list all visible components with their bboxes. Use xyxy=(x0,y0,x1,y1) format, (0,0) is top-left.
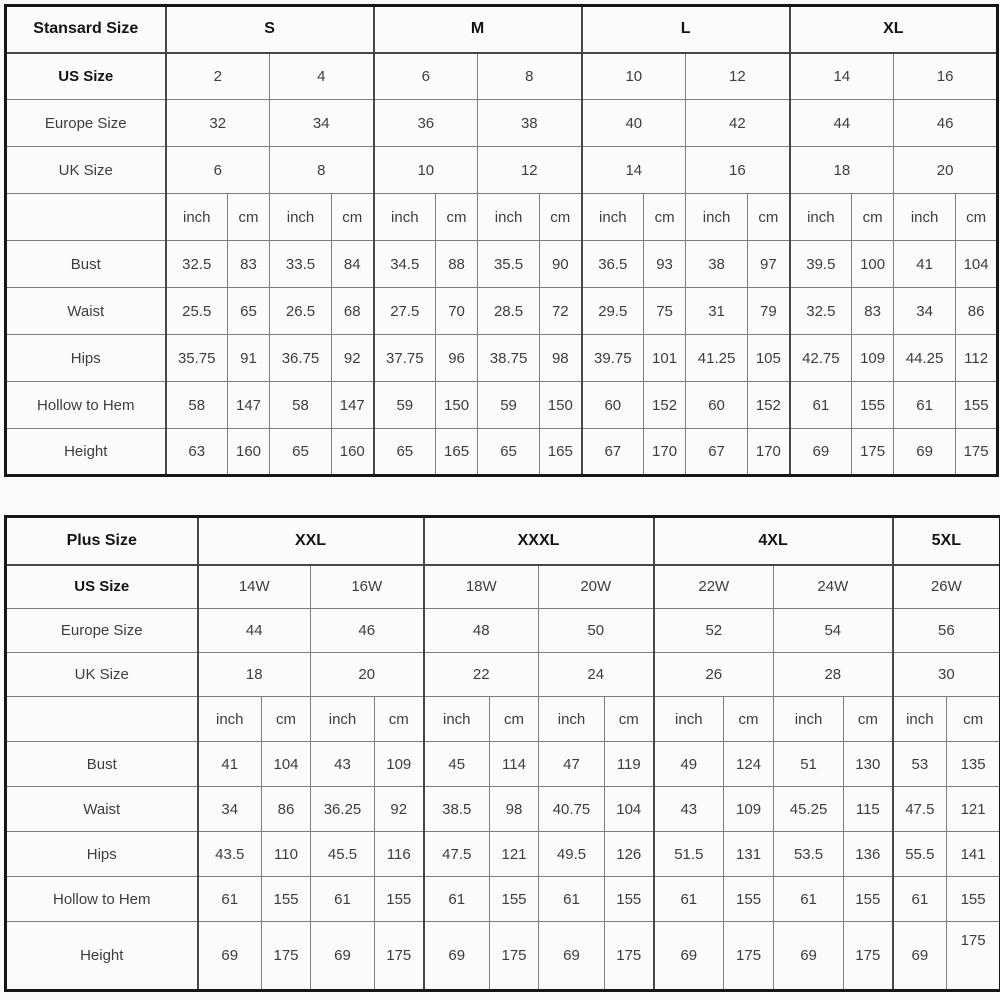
measurement-value: 96 xyxy=(436,335,478,382)
measurement-value: 104 xyxy=(956,241,998,288)
measurement-value: 61 xyxy=(654,877,724,922)
measurement-value: 63 xyxy=(166,429,228,476)
size-value: 6 xyxy=(166,147,270,194)
size-value: 42 xyxy=(686,100,790,147)
row-label: Waist xyxy=(6,787,198,832)
row-label: Bust xyxy=(6,241,166,288)
size-group-header: XL xyxy=(790,6,998,53)
measurement-value: 119 xyxy=(605,742,654,787)
size-value: 26W xyxy=(893,565,1000,609)
size-value: 28 xyxy=(774,653,893,697)
measurement-value: 35.5 xyxy=(478,241,540,288)
size-value: 4 xyxy=(270,53,374,100)
measurement-value: 130 xyxy=(844,742,893,787)
measurement-value: 60 xyxy=(686,382,748,429)
measurement-value: 69 xyxy=(894,429,956,476)
measurement-value: 29.5 xyxy=(582,288,644,335)
size-value: 20W xyxy=(539,565,654,609)
measurement-value: 35.75 xyxy=(166,335,228,382)
measurement-value: 165 xyxy=(540,429,582,476)
measurement-value: 109 xyxy=(375,742,424,787)
measurement-value: 65 xyxy=(228,288,270,335)
size-value: 24W xyxy=(774,565,893,609)
size-value: 26 xyxy=(654,653,774,697)
row-label: Hollow to Hem xyxy=(6,877,198,922)
measurement-value: 83 xyxy=(852,288,894,335)
measurement-value: 61 xyxy=(198,877,262,922)
measurement-value: 175 xyxy=(724,922,774,991)
row-label: Waist xyxy=(6,288,166,335)
measurement-value: 36.5 xyxy=(582,241,644,288)
measurement-value: 36.75 xyxy=(270,335,332,382)
measurement-value: 112 xyxy=(956,335,998,382)
size-value: 24 xyxy=(539,653,654,697)
unit-header-cm: cm xyxy=(956,194,998,241)
size-value: 50 xyxy=(539,609,654,653)
measurement-value: 69 xyxy=(311,922,375,991)
measurement-value: 36.25 xyxy=(311,787,375,832)
size-value: 10 xyxy=(582,53,686,100)
measurement-value: 40.75 xyxy=(539,787,605,832)
measurement-value: 86 xyxy=(956,288,998,335)
unit-header-cm: cm xyxy=(852,194,894,241)
row-label: Height xyxy=(6,429,166,476)
measurement-value: 28.5 xyxy=(478,288,540,335)
measurement-value: 155 xyxy=(724,877,774,922)
unit-row-corner xyxy=(6,697,198,742)
measurement-value: 47 xyxy=(539,742,605,787)
measurement-value: 109 xyxy=(724,787,774,832)
row-label: Hips xyxy=(6,832,198,877)
measurement-value: 110 xyxy=(262,832,311,877)
measurement-value: 147 xyxy=(228,382,270,429)
measurement-value: 98 xyxy=(490,787,539,832)
unit-header-cm: cm xyxy=(262,697,311,742)
measurement-value: 61 xyxy=(539,877,605,922)
unit-header-cm: cm xyxy=(644,194,686,241)
row-label: UK Size xyxy=(6,147,166,194)
measurement-value: 98 xyxy=(540,335,582,382)
size-value: 46 xyxy=(311,609,424,653)
row-label: Europe Size xyxy=(6,609,198,653)
measurement-value: 175 xyxy=(490,922,539,991)
size-value: 46 xyxy=(894,100,998,147)
measurement-value: 116 xyxy=(375,832,424,877)
size-value: 22W xyxy=(654,565,774,609)
unit-header-inch: inch xyxy=(582,194,644,241)
measurement-value: 61 xyxy=(893,877,947,922)
size-value: 38 xyxy=(478,100,582,147)
measurement-value: 150 xyxy=(436,382,478,429)
size-value: 8 xyxy=(478,53,582,100)
measurement-value: 49 xyxy=(654,742,724,787)
measurement-value: 69 xyxy=(774,922,844,991)
size-value: 12 xyxy=(686,53,790,100)
measurement-value: 160 xyxy=(228,429,270,476)
measurement-value: 155 xyxy=(947,877,1000,922)
measurement-value: 155 xyxy=(844,877,893,922)
measurement-value: 83 xyxy=(228,241,270,288)
measurement-value: 109 xyxy=(852,335,894,382)
size-value: 14 xyxy=(790,53,894,100)
measurement-value: 43 xyxy=(654,787,724,832)
measurement-value: 175 xyxy=(262,922,311,991)
standard-size-table xyxy=(4,4,999,477)
unit-header-cm: cm xyxy=(332,194,374,241)
measurement-value: 60 xyxy=(582,382,644,429)
measurement-value: 115 xyxy=(844,787,893,832)
size-value: 56 xyxy=(893,609,1000,653)
row-label: Height xyxy=(6,922,198,991)
measurement-value: 155 xyxy=(852,382,894,429)
unit-header-inch: inch xyxy=(424,697,490,742)
measurement-value: 131 xyxy=(724,832,774,877)
measurement-value: 93 xyxy=(644,241,686,288)
measurement-value: 155 xyxy=(375,877,424,922)
measurement-value: 51.5 xyxy=(654,832,724,877)
size-value: 44 xyxy=(790,100,894,147)
row-label: Europe Size xyxy=(6,100,166,147)
measurement-value: 175 xyxy=(605,922,654,991)
measurement-value: 49.5 xyxy=(539,832,605,877)
measurement-value: 25.5 xyxy=(166,288,228,335)
measurement-value: 69 xyxy=(654,922,724,991)
measurement-value: 32.5 xyxy=(790,288,852,335)
measurement-value: 37.75 xyxy=(374,335,436,382)
size-value: 18W xyxy=(424,565,539,609)
measurement-value: 175 xyxy=(852,429,894,476)
measurement-value: 31 xyxy=(686,288,748,335)
plus-size-table xyxy=(4,515,1000,992)
unit-header-inch: inch xyxy=(893,697,947,742)
unit-header-cm: cm xyxy=(724,697,774,742)
unit-header-inch: inch xyxy=(790,194,852,241)
size-value: 20 xyxy=(894,147,998,194)
size-value: 20 xyxy=(311,653,424,697)
measurement-value: 105 xyxy=(748,335,790,382)
unit-header-cm: cm xyxy=(228,194,270,241)
size-value: 16W xyxy=(311,565,424,609)
measurement-value: 124 xyxy=(724,742,774,787)
unit-header-inch: inch xyxy=(686,194,748,241)
measurement-value: 61 xyxy=(774,877,844,922)
measurement-value: 75 xyxy=(644,288,686,335)
measurement-value: 155 xyxy=(605,877,654,922)
unit-header-cm: cm xyxy=(436,194,478,241)
unit-header-inch: inch xyxy=(654,697,724,742)
measurement-value: 67 xyxy=(686,429,748,476)
measurement-value: 69 xyxy=(424,922,490,991)
measurement-value: 155 xyxy=(262,877,311,922)
row-label: Hollow to Hem xyxy=(6,382,166,429)
unit-header-inch: inch xyxy=(374,194,436,241)
measurement-value: 68 xyxy=(332,288,374,335)
measurement-value: 88 xyxy=(436,241,478,288)
measurement-value: 59 xyxy=(374,382,436,429)
measurement-value: 135 xyxy=(947,742,1000,787)
measurement-value: 58 xyxy=(270,382,332,429)
measurement-value: 41 xyxy=(894,241,956,288)
measurement-value: 42.75 xyxy=(790,335,852,382)
size-value: 52 xyxy=(654,609,774,653)
size-value: 44 xyxy=(198,609,311,653)
unit-header-cm: cm xyxy=(844,697,893,742)
measurement-value: 126 xyxy=(605,832,654,877)
measurement-value: 69 xyxy=(893,922,947,991)
measurement-value: 61 xyxy=(424,877,490,922)
measurement-value: 59 xyxy=(478,382,540,429)
measurement-value: 90 xyxy=(540,241,582,288)
size-value: 22 xyxy=(424,653,539,697)
measurement-value: 53.5 xyxy=(774,832,844,877)
size-value: 12 xyxy=(478,147,582,194)
measurement-value: 86 xyxy=(262,787,311,832)
measurement-value: 39.75 xyxy=(582,335,644,382)
measurement-value: 170 xyxy=(748,429,790,476)
measurement-value: 165 xyxy=(436,429,478,476)
measurement-value: 92 xyxy=(375,787,424,832)
measurement-value: 65 xyxy=(478,429,540,476)
size-value: 30 xyxy=(893,653,1000,697)
size-value: 34 xyxy=(270,100,374,147)
size-value: 16 xyxy=(686,147,790,194)
measurement-value: 152 xyxy=(748,382,790,429)
measurement-value: 61 xyxy=(311,877,375,922)
measurement-value: 121 xyxy=(490,832,539,877)
size-value: 16 xyxy=(894,53,998,100)
unit-header-cm: cm xyxy=(748,194,790,241)
measurement-value: 101 xyxy=(644,335,686,382)
size-value: 36 xyxy=(374,100,478,147)
size-group-header: L xyxy=(582,6,790,53)
measurement-value: 65 xyxy=(374,429,436,476)
size-group-header: S xyxy=(166,6,374,53)
unit-header-inch: inch xyxy=(270,194,332,241)
unit-header-inch: inch xyxy=(311,697,375,742)
measurement-value: 114 xyxy=(490,742,539,787)
measurement-value: 41 xyxy=(198,742,262,787)
measurement-value: 160 xyxy=(332,429,374,476)
size-value: 40 xyxy=(582,100,686,147)
measurement-value: 152 xyxy=(644,382,686,429)
size-value: 6 xyxy=(374,53,478,100)
measurement-value: 38.5 xyxy=(424,787,490,832)
measurement-value: 175 xyxy=(375,922,424,991)
size-value: 8 xyxy=(270,147,374,194)
measurement-value: 70 xyxy=(436,288,478,335)
measurement-value: 44.25 xyxy=(894,335,956,382)
size-group-header: 4XL xyxy=(654,517,893,565)
measurement-value: 67 xyxy=(582,429,644,476)
measurement-value: 39.5 xyxy=(790,241,852,288)
measurement-value: 91 xyxy=(228,335,270,382)
size-value: 32 xyxy=(166,100,270,147)
measurement-value: 121 xyxy=(947,787,1000,832)
unit-header-cm: cm xyxy=(605,697,654,742)
measurement-value: 43 xyxy=(311,742,375,787)
measurement-value: 104 xyxy=(605,787,654,832)
unit-header-inch: inch xyxy=(198,697,262,742)
measurement-value: 58 xyxy=(166,382,228,429)
measurement-value: 69 xyxy=(790,429,852,476)
measurement-value: 175 xyxy=(844,922,893,991)
measurement-value: 38 xyxy=(686,241,748,288)
measurement-value: 43.5 xyxy=(198,832,262,877)
measurement-value: 41.25 xyxy=(686,335,748,382)
size-value: 54 xyxy=(774,609,893,653)
size-value: 14W xyxy=(198,565,311,609)
measurement-value: 79 xyxy=(748,288,790,335)
measurement-value: 155 xyxy=(490,877,539,922)
measurement-value: 45.25 xyxy=(774,787,844,832)
unit-header-cm: cm xyxy=(540,194,582,241)
measurement-value: 136 xyxy=(844,832,893,877)
size-value: 2 xyxy=(166,53,270,100)
measurement-value: 33.5 xyxy=(270,241,332,288)
row-label: Hips xyxy=(6,335,166,382)
unit-header-inch: inch xyxy=(166,194,228,241)
size-value: 48 xyxy=(424,609,539,653)
measurement-value: 69 xyxy=(539,922,605,991)
measurement-value: 170 xyxy=(644,429,686,476)
measurement-value: 69 xyxy=(198,922,262,991)
measurement-value: 141 xyxy=(947,832,1000,877)
measurement-value: 147 xyxy=(332,382,374,429)
size-group-header: XXXL xyxy=(424,517,654,565)
size-value: 10 xyxy=(374,147,478,194)
unit-row-corner xyxy=(6,194,166,241)
unit-header-cm: cm xyxy=(947,697,1000,742)
measurement-value: 97 xyxy=(748,241,790,288)
table-title: Plus Size xyxy=(6,517,198,565)
measurement-value: 34 xyxy=(894,288,956,335)
measurement-value: 51 xyxy=(774,742,844,787)
measurement-value: 26.5 xyxy=(270,288,332,335)
size-group-header: 5XL xyxy=(893,517,1000,565)
row-label: US Size xyxy=(6,565,198,609)
measurement-value: 27.5 xyxy=(374,288,436,335)
measurement-value: 61 xyxy=(790,382,852,429)
measurement-value: 175 xyxy=(956,429,998,476)
measurement-value: 84 xyxy=(332,241,374,288)
size-group-header: XXL xyxy=(198,517,424,565)
measurement-value: 47.5 xyxy=(893,787,947,832)
unit-header-inch: inch xyxy=(539,697,605,742)
row-label: UK Size xyxy=(6,653,198,697)
measurement-value: 55.5 xyxy=(893,832,947,877)
measurement-value: 72 xyxy=(540,288,582,335)
measurement-value: 150 xyxy=(540,382,582,429)
size-group-header: M xyxy=(374,6,582,53)
measurement-value: 65 xyxy=(270,429,332,476)
measurement-value: 155 xyxy=(956,382,998,429)
unit-header-inch: inch xyxy=(774,697,844,742)
size-value: 14 xyxy=(582,147,686,194)
measurement-value: 61 xyxy=(894,382,956,429)
measurement-value: 32.5 xyxy=(166,241,228,288)
measurement-value: 34 xyxy=(198,787,262,832)
measurement-value: 175 xyxy=(947,922,1000,991)
size-value: 18 xyxy=(198,653,311,697)
row-label: Bust xyxy=(6,742,198,787)
row-label: US Size xyxy=(6,53,166,100)
measurement-value: 92 xyxy=(332,335,374,382)
size-value: 18 xyxy=(790,147,894,194)
measurement-value: 34.5 xyxy=(374,241,436,288)
measurement-value: 53 xyxy=(893,742,947,787)
measurement-value: 104 xyxy=(262,742,311,787)
unit-header-cm: cm xyxy=(490,697,539,742)
measurement-value: 45.5 xyxy=(311,832,375,877)
unit-header-inch: inch xyxy=(894,194,956,241)
measurement-value: 47.5 xyxy=(424,832,490,877)
unit-header-inch: inch xyxy=(478,194,540,241)
unit-header-cm: cm xyxy=(375,697,424,742)
measurement-value: 38.75 xyxy=(478,335,540,382)
measurement-value: 45 xyxy=(424,742,490,787)
measurement-value: 100 xyxy=(852,241,894,288)
table-title: Stansard Size xyxy=(6,6,166,53)
